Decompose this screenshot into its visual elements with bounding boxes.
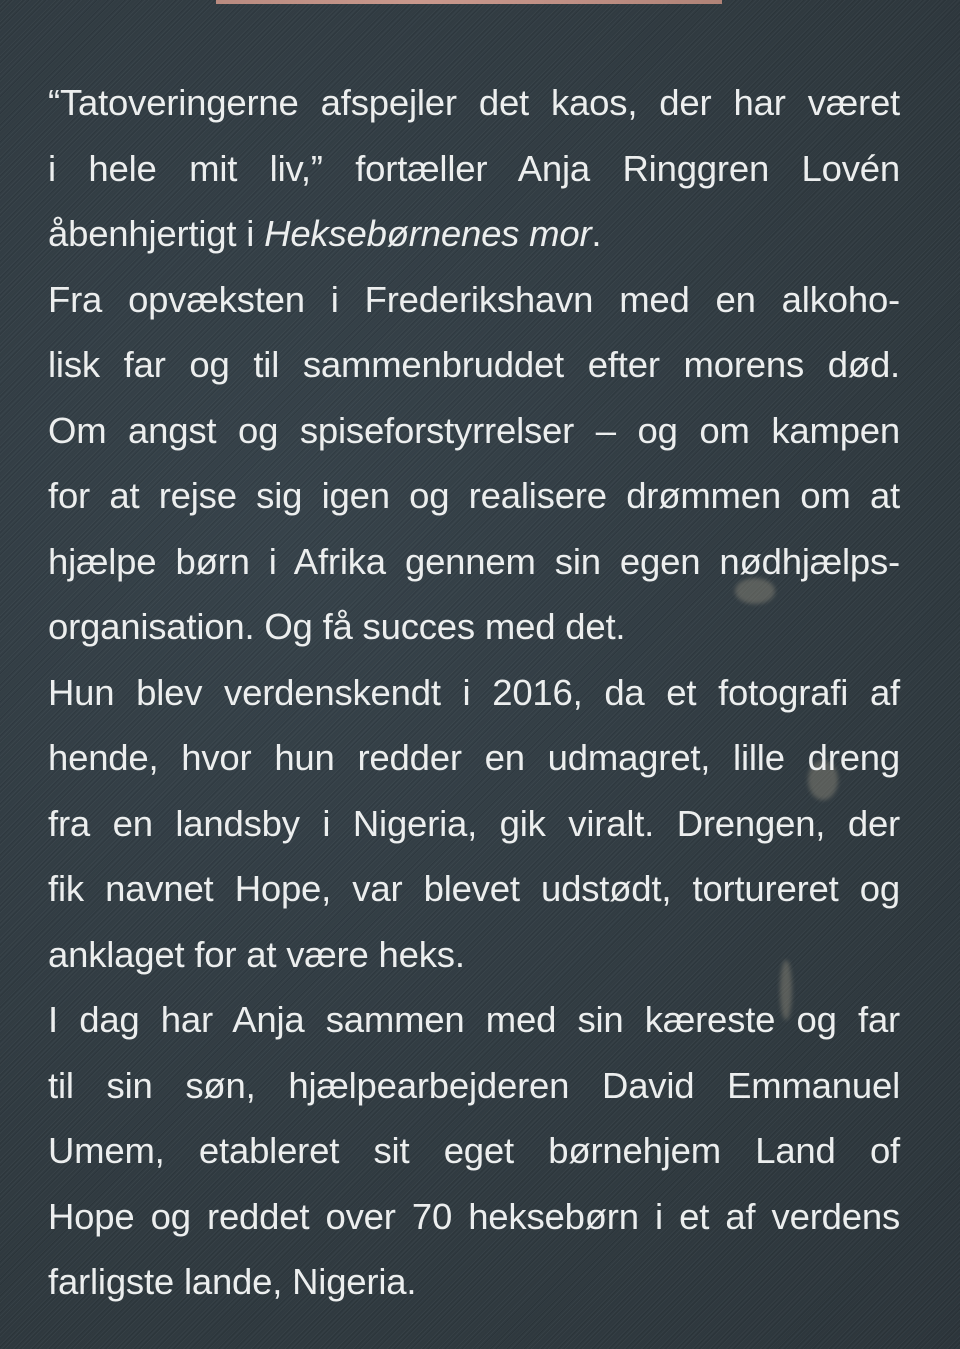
text-line: farligste lande, Nigeria. bbox=[48, 1261, 417, 1302]
text-line: fik navnet Hope, var blevet udstødt, tortureret og bbox=[48, 868, 900, 909]
paragraph-quote bbox=[48, 70, 900, 267]
text-line: Umem, etableret sit eget børnehjem Land of bbox=[48, 1130, 900, 1171]
text-line: hjælpe børn i Afrika gennem sin egen nødhjælps- bbox=[48, 540, 900, 582]
text-line: “Tatoveringerne afspejler det kaos, der har været bbox=[48, 82, 900, 123]
text-line: lisk far og til sammenbruddet efter morens død. bbox=[48, 344, 900, 385]
text-line: fra en landsby i Nigeria, gik viralt. Drengen, der bbox=[48, 802, 900, 844]
book-title: Heksebørnenes mor bbox=[264, 213, 592, 254]
text-line: Hope og reddet over 70 heksebørn i et af verdens bbox=[48, 1195, 900, 1237]
paragraph-background bbox=[48, 267, 900, 660]
text-fragment: . bbox=[591, 213, 602, 254]
text-line bbox=[48, 201, 900, 267]
text-line: Fra opvæksten i Frederikshavn med en alkoho- bbox=[48, 278, 900, 320]
back-cover-blurb bbox=[48, 70, 900, 1315]
text-line: anklaget for at være heks. bbox=[48, 933, 465, 975]
text-line: Hun blev verdenskendt i 2016, da et fotografi af bbox=[48, 671, 900, 713]
paragraph-hope-story bbox=[48, 660, 900, 988]
text-line: Om angst og spiseforstyrrelser – og om kampen bbox=[48, 409, 900, 451]
text-line: for at rejse sig igen og realisere drømmen om at bbox=[48, 475, 900, 516]
text-line: organisation. Og få succes med det. bbox=[48, 606, 626, 647]
text-fragment: åbenhjertigt i bbox=[48, 213, 265, 254]
text-line: hende, hvor hun redder en udmagret, lille dreng bbox=[48, 737, 900, 778]
text-line: til sin søn, hjælpearbejderen David Emmanuel bbox=[48, 1064, 900, 1106]
paragraph-today bbox=[48, 987, 900, 1315]
text-line: I dag har Anja sammen med sin kæreste og far bbox=[48, 999, 900, 1040]
cover-image-edge bbox=[216, 0, 722, 4]
text-line: i hele mit liv,” fortæller Anja Ringgren Lovén bbox=[48, 147, 900, 189]
